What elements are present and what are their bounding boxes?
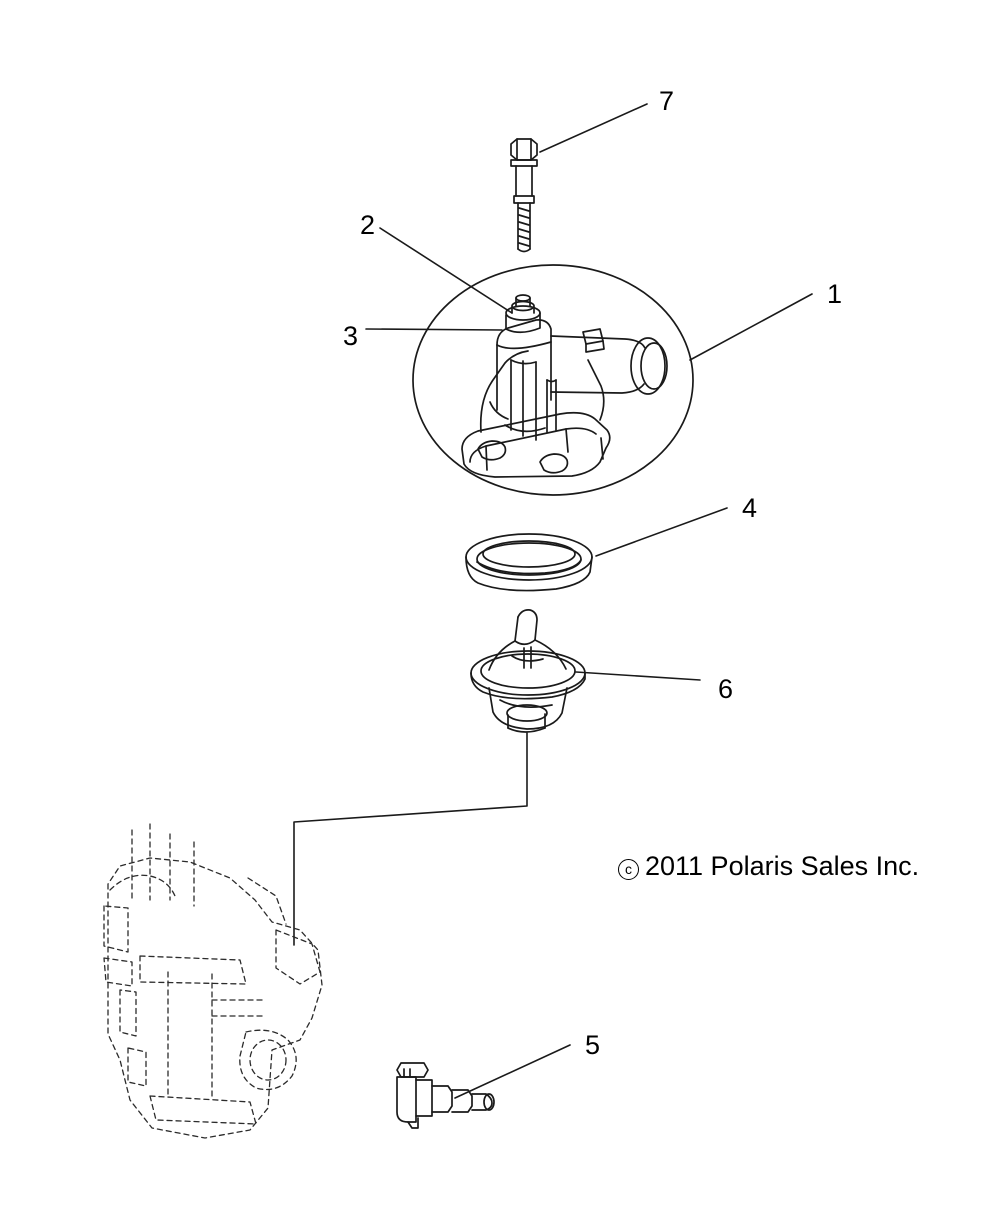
engine-block-ghost (104, 824, 322, 1138)
leader-line-4 (596, 508, 727, 556)
leader-line-2 (380, 228, 512, 313)
callout-5: 5 (585, 1030, 601, 1060)
callout-7: 7 (659, 86, 675, 116)
callout-6: 6 (718, 674, 734, 704)
callout-4: 4 (742, 493, 758, 523)
leader-line-6 (576, 672, 700, 680)
leader-line-1 (690, 294, 812, 360)
callout-3: 3 (343, 321, 359, 351)
copyright-icon: c (618, 859, 639, 880)
leader-line-5 (455, 1045, 570, 1098)
callout-2: 2 (360, 210, 376, 240)
copyright-notice (618, 851, 919, 882)
leader-line-3 (366, 329, 502, 330)
copyright-text: 2011 Polaris Sales Inc. (645, 851, 920, 881)
detail-oval-outline (413, 265, 693, 495)
assembly-route-line (294, 733, 527, 945)
part-water-outlet-housing (462, 295, 667, 477)
callout-1: 1 (827, 279, 843, 309)
part-thermostat (471, 610, 585, 732)
part-flange-bolt (511, 139, 537, 252)
leader-line-7 (540, 104, 647, 152)
part-hose-fitting (397, 1063, 494, 1128)
part-o-ring-seal (466, 534, 592, 591)
